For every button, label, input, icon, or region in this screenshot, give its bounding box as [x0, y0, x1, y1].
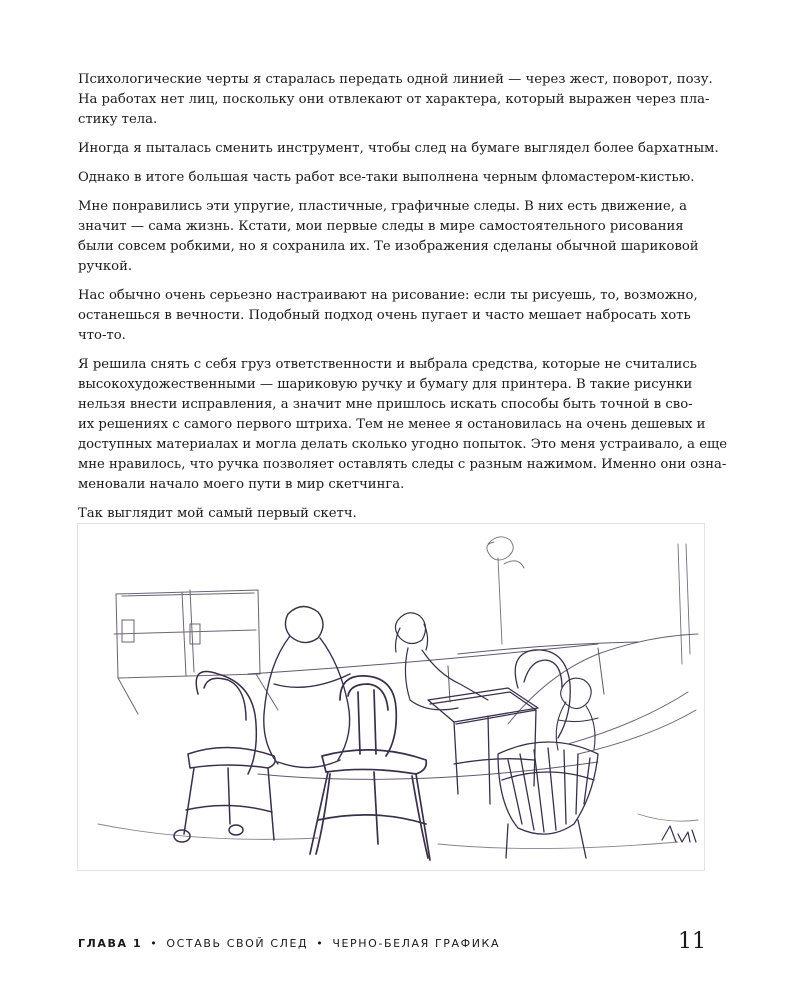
paragraph-7	[78, 504, 718, 524]
text-line: Нас обычно очень серьезно настраивают на рисование: если ты рисуешь, то, возможно,	[78, 288, 698, 303]
paragraph-1	[78, 70, 718, 130]
paragraph-3	[78, 168, 718, 188]
separator-dot: •	[316, 937, 325, 950]
text-line: стику тела.	[78, 112, 158, 127]
text-line: На работах нет лиц, поскольку они отвлекают от характера, который выражен через пла-	[78, 92, 710, 107]
page-number: 11	[678, 929, 706, 954]
text-line: значит — сама жизнь. Кстати, мои первые следы в мире самостоятельного рисования	[78, 219, 684, 234]
text-line: Так выглядит мой самый первый скетч.	[78, 506, 357, 521]
paragraph-6	[78, 355, 728, 495]
paragraph-4	[78, 197, 718, 277]
subsection-title: ЧЕРНО-БЕЛАЯ ГРАФИКА	[332, 937, 501, 950]
text-line: останешься в вечности. Подобный подход очень пугает и часто мешает набросать хоть	[78, 308, 691, 323]
text-line: Мне понравились эти упругие, пластичные, графичные следы. В них есть движение, а	[78, 199, 687, 214]
pen-sketch-cafe-illustration	[78, 524, 704, 870]
text-line: нельзя внести исправления, а значит мне пришлось искать способы быть точной в сво-	[78, 397, 693, 412]
text-line: доступных материалах и могла делать сколько угодно попыток. Это меня устраивало, а еще	[78, 437, 728, 452]
body-text	[78, 70, 728, 533]
text-line: высокохудожественными — шариковую ручку и бумагу для принтера. В такие рисунки	[78, 377, 693, 392]
text-line: их решениях с самого первого штриха. Тем не менее я остановилась на очень дешевых и	[78, 417, 706, 432]
paragraph-2	[78, 139, 718, 159]
text-line: ручкой.	[78, 259, 133, 274]
page-footer	[78, 929, 706, 957]
paragraph-5	[78, 286, 718, 346]
sketch-figure	[77, 523, 705, 871]
text-line: Психологические черты я старалась передать одной линией — через жест, поворот, позу.	[78, 72, 713, 87]
text-line: меновали начало моего пути в мир скетчинга.	[78, 477, 405, 492]
text-line: что-то.	[78, 328, 126, 343]
section-title: ОСТАВЬ СВОЙ СЛЕД	[166, 937, 309, 950]
chapter-label: ГЛАВА 1	[78, 937, 143, 950]
separator-dot: •	[150, 937, 159, 950]
text-line: мне нравилось, что ручка позволяет оставлять следы с разным нажимом. Именно они озна-	[78, 457, 727, 472]
text-line: Я решила снять с себя груз ответственности и выбрала средства, которые не считались	[78, 357, 697, 372]
text-line: Иногда я пыталась сменить инструмент, чтобы след на бумаге выглядел более бархатным.	[78, 141, 719, 156]
text-line: Однако в итоге большая часть работ все-таки выполнена черным фломастером-кистью.	[78, 170, 695, 185]
running-head	[78, 937, 500, 950]
text-line: были совсем робкими, но я сохранила их. Те изображения сделаны обычной шариковой	[78, 239, 699, 254]
